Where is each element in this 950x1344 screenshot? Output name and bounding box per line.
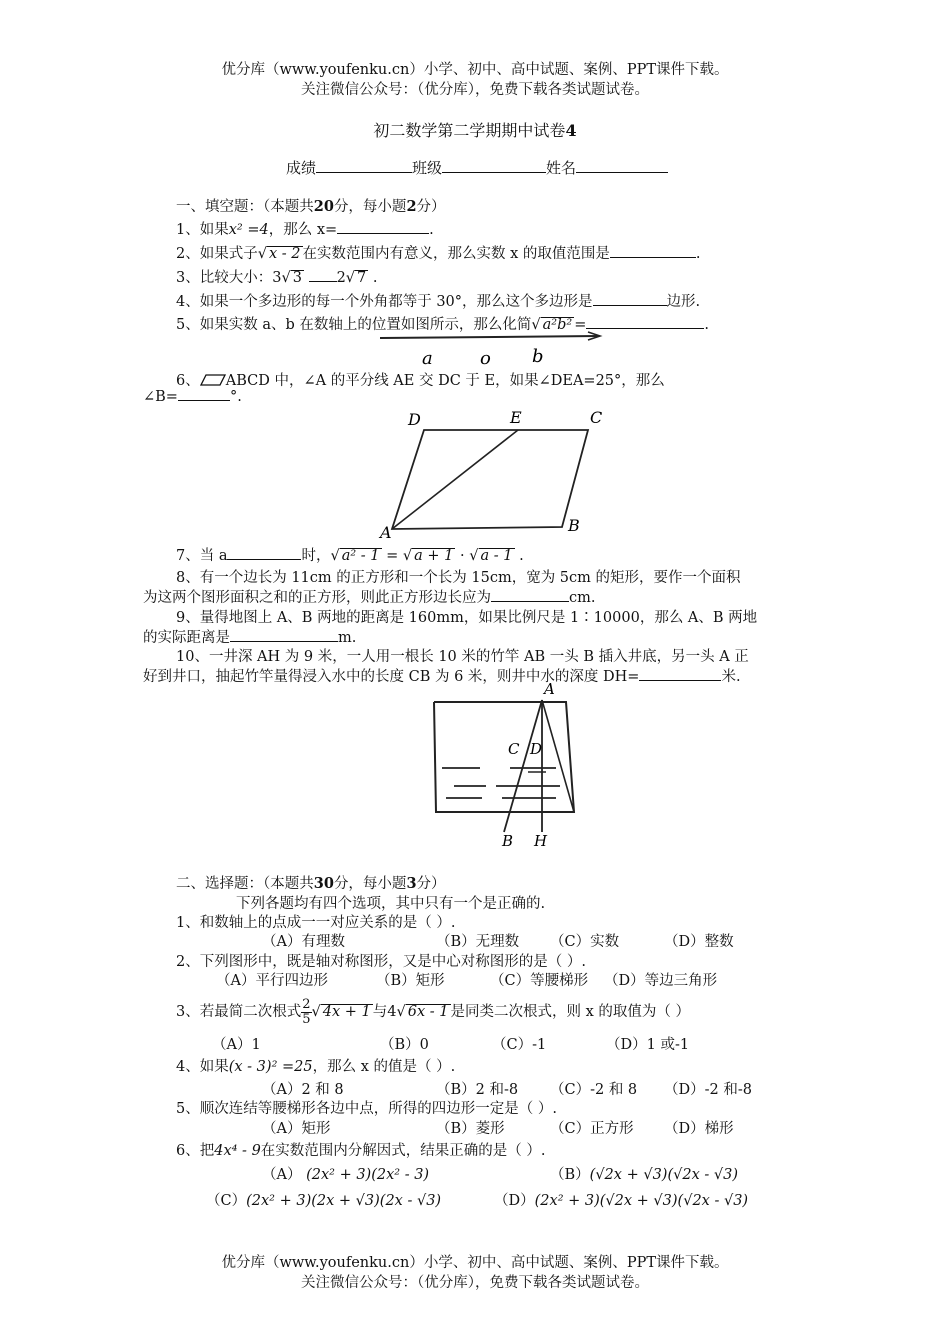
s1-q6-pre: 6、 (176, 373, 200, 389)
s1-q4-answer-blank[interactable] (593, 293, 667, 306)
s2-q4-option-b[interactable]: （B）2 和-8 (436, 1082, 519, 1098)
s2-q4-pre: 4、如果 (176, 1059, 229, 1075)
s2-q5-option-b[interactable]: （B）菱形 (436, 1121, 505, 1137)
s1-q6-answer-blank[interactable] (178, 388, 230, 401)
s2-q6-option-a-expr: (2x² + 3)(2x² - 3) (306, 1167, 430, 1183)
number-line-o: o (480, 348, 491, 369)
section1-each: 2 (406, 198, 417, 215)
s2-q6-option-a-label: （A） (262, 1167, 302, 1183)
section2-each: 3 (406, 875, 417, 892)
s2-q4-post: ，那么 x 的值是（ ）. (312, 1059, 456, 1075)
section2-heading (176, 872, 446, 893)
s1-question-3: 3、比较大小：3√ 3 2√ 7 . (176, 270, 378, 286)
s2-q5-option-c[interactable]: （C）正方形 (550, 1121, 634, 1137)
s2-q4-option-d[interactable]: （D）-2 和-8 (664, 1082, 752, 1098)
s1-q5-radicand: a²b² (542, 317, 573, 333)
s1-q1-expr: x² =4 (228, 222, 269, 238)
s1-q4-pre: 4、如果一个多边形的每一个外角都等于 30°，那么这个多边形是 (176, 294, 593, 310)
number-line-figure (376, 330, 608, 370)
s1-q8-line2-text: 为这两个图形面积之和的正方形，则此正方形边长应为 (143, 590, 491, 606)
name-field[interactable] (576, 158, 668, 173)
s1-q3-coef-b: 2 (336, 270, 346, 286)
s1-q9-unit: m. (338, 630, 357, 646)
s1-q3-answer-blank[interactable] (309, 269, 337, 282)
s1-question-10-line1: 10、一井深 AH 为 9 米，一人用一根长 10 米的竹竿 AB 一头 B 插入井底，另一头 A 正 (176, 649, 749, 665)
s2-q6-expr: 4x⁴ - 9 (214, 1143, 261, 1159)
s2-q6-post: 在实数范围内分解因式，结果正确的是（ ）. (260, 1143, 546, 1159)
s1-q6-line2-pre: ∠B= (143, 389, 178, 405)
score-label: 成绩 (286, 159, 317, 177)
label-A: A (380, 523, 392, 540)
s2-q2-option-d[interactable]: （D）等边三角形 (604, 973, 718, 989)
s1-q5-answer-blank[interactable] (586, 316, 704, 329)
s1-q1-answer-blank[interactable] (337, 221, 429, 234)
s2-q6-pre: 6、把 (176, 1143, 215, 1159)
s1-q5-pre: 5、如果实数 a、b 在数轴上的位置如图所示，那么化简 (176, 317, 532, 333)
student-info-line (286, 157, 668, 178)
section2-heading-mid: 分，每小题 (333, 876, 407, 892)
s2-q3-coef: 4 (387, 1004, 397, 1020)
s2-q6-option-a[interactable] (262, 1163, 429, 1184)
score-field[interactable] (316, 158, 412, 173)
s2-q6-option-d-label: （D） (494, 1193, 535, 1209)
s1-question-8-line2 (143, 586, 595, 607)
s1-q8-answer-blank[interactable] (491, 589, 569, 602)
s2-q6-option-b-expr: (√2x + √3)(√2x - √3) (589, 1167, 738, 1183)
s1-q2-pre: 2、如果式子 (176, 246, 258, 262)
s2-q3-numerator: 2 (302, 996, 311, 1012)
label-C: C (590, 408, 603, 427)
class-field[interactable] (442, 158, 546, 173)
s1-question-6 (176, 369, 665, 390)
s2-q3-option-a[interactable]: （A）1 (212, 1037, 261, 1053)
s2-q2-option-c[interactable]: （C）等腰梯形 (490, 973, 589, 989)
number-line-axis (380, 336, 598, 338)
section1-points: 20 (313, 198, 334, 215)
section1-heading-mid: 分，每小题 (333, 199, 407, 215)
well-label-H: H (534, 832, 548, 850)
s2-q3-option-b[interactable]: （B）0 (380, 1037, 429, 1053)
well-outline (434, 702, 574, 812)
class-label: 班级 (412, 159, 443, 177)
section2-heading-post: 分） (416, 876, 446, 892)
s1-q3-rad-a: 3 (292, 270, 302, 286)
s1-q10-line2-text: 好到井口，抽起竹竿量得浸入水中的长度 CB 为 6 米，则井中水的深度 DH= (143, 669, 640, 685)
parallelogram-symbol-icon (200, 374, 226, 386)
s2-q6-option-d[interactable] (494, 1189, 748, 1210)
s1-question-5: 5、如果实数 a、b 在数轴上的位置如图所示，那么化简√ a²b² = . (176, 317, 709, 333)
s2-q4-option-a[interactable]: （A）2 和 8 (262, 1082, 344, 1098)
s1-q7-expr2: a + 1 (414, 548, 454, 564)
s2-q4-expr: (x - 3)² =25 (228, 1059, 313, 1075)
label-B: B (568, 516, 580, 535)
title-text: 初二数学第二学期期中试卷 (373, 121, 566, 140)
well-label-C: C (508, 740, 520, 758)
s1-q1-pre: 1、如果 (176, 222, 229, 238)
s1-q9-answer-blank[interactable] (230, 629, 338, 642)
s1-q7-expr1: a² - 1 (341, 548, 380, 564)
s1-q4-post: 边形. (666, 294, 701, 310)
parallelogram-shape (392, 430, 588, 529)
s1-question-2: 2、如果式子√ x - 2 在实数范围内有意义，那么实数 x 的取值范围是 . (176, 246, 701, 262)
s1-q8-unit: cm. (569, 590, 596, 606)
s2-q3-mid: 与 (372, 1004, 388, 1020)
s1-q9-line2-text: 的实际距离是 (143, 630, 230, 646)
s1-q7-mid: 时， (301, 548, 331, 564)
label-D: D (408, 410, 421, 429)
parallelogram-figure (372, 405, 612, 540)
s1-question-4 (176, 290, 700, 311)
s1-q3-pre: 3、比较大小： (176, 270, 273, 286)
section2-points: 30 (313, 875, 334, 892)
s2-q5-option-a[interactable]: （A）矩形 (262, 1121, 331, 1137)
page-title (0, 118, 950, 141)
number-line-b: b (532, 346, 544, 367)
well-label-B: B (502, 832, 514, 850)
well-label-D: D (530, 740, 543, 758)
s1-q2-post: 在实数范围内有意义，那么实数 x 的取值范围是 (302, 246, 610, 262)
s2-q6-option-b[interactable] (550, 1163, 738, 1184)
header-line-1: 优分库（www.youfenku.cn）小学、初中、高中试题、案例、PPT课件下载。 (221, 62, 729, 78)
header-line-2: 关注微信公众号：（优分库），免费下载各类试题试卷。 (301, 82, 649, 98)
well-label-A: A (544, 682, 555, 698)
s2-q3-radicand-2: 6x - 1 (407, 1004, 449, 1020)
s2-q4-option-c[interactable]: （C）-2 和 8 (550, 1082, 638, 1098)
s1-q7-expr3: a - 1 (480, 548, 513, 564)
s2-q1-option-d[interactable]: （D）整数 (664, 934, 734, 950)
s2-question-3: 3、若最简二次根式 $\frac{2}{5}$ √ 4x + 1 与4√ 6x - 1 是同类二次根式，则 x 的取值为（ ） (176, 996, 691, 1027)
s2-q6-option-c-label: （C） (206, 1193, 247, 1209)
s2-q3-post: 是同类二次根式，则 x 的取值为（ ） (450, 1004, 691, 1020)
s2-q3-radicand-1: 4x + 1 (322, 1004, 371, 1020)
section2-intro: 下列各题均有四个选项，其中只有一个是正确的. (236, 896, 546, 912)
s1-q6-text: ABCD 中，∠A 的平分线 AE 交 DC 于 E，如果∠DEA=25°，那么 (225, 373, 665, 389)
s1-q5-post: = (574, 317, 587, 333)
s1-question-9-line1: 9、量得地图上 A、B 两地的距离是 160mm，如果比例尺是 1∶10000，那么 A、B 两地 (176, 610, 758, 626)
section1-heading (176, 195, 446, 216)
footer-line-1: 优分库（www.youfenku.cn）小学、初中、高中试题、案例、PPT课件下载。 (221, 1255, 729, 1271)
s2-question-2: 2、下列图形中，既是轴对称图形，又是中心对称图形的是（ ）. (176, 954, 586, 970)
s1-q6-unit: °. (229, 389, 242, 405)
label-E: E (510, 408, 522, 427)
section2-heading-pre: 二、选择题：（本题共 (176, 876, 314, 892)
s2-question-5: 5、顺次连结等腰梯形各边中点，所得的四边形一定是（ ）. (176, 1101, 557, 1117)
s1-q2-answer-blank[interactable] (610, 245, 696, 258)
section1-heading-pre: 一、填空题：（本题共 (176, 199, 314, 215)
s2-q1-option-a[interactable]: （A）有理数 (262, 934, 345, 950)
s2-q3-pre: 3、若最简二次根式 (176, 1004, 302, 1020)
well-figure (406, 682, 586, 852)
s2-q6-option-c-expr: (2x² + 3)(2x + √3)(2x - √3) (246, 1193, 442, 1209)
s2-q6-option-b-label: （B） (550, 1167, 590, 1183)
s2-q6-option-c[interactable] (206, 1189, 441, 1210)
s2-q3-option-d[interactable]: （D）1 或-1 (606, 1037, 690, 1053)
s2-q5-option-d[interactable]: （D）梯形 (664, 1121, 734, 1137)
s1-question-9-line2 (143, 626, 356, 647)
s1-question-1: 1、如果x² =4，那么 x= . (176, 222, 434, 238)
s2-q2-option-b[interactable]: （B）矩形 (376, 973, 445, 989)
s2-q6-option-d-expr: (2x² + 3)(√2x + √3)(√2x - √3) (534, 1193, 749, 1209)
s2-q3-fraction (301, 998, 311, 1026)
s1-question-8-line1: 8、有一个边长为 11cm 的正方形和一个长为 15cm，宽为 5cm 的矩形，要作一个面积 (176, 570, 741, 586)
s2-q3-denominator: 5 (302, 1011, 311, 1027)
s1-q2-radicand: x - 2 (268, 246, 301, 262)
s1-question-7: 7、当 a 时，√ a² - 1 = √ a + 1 · √ a - 1 . (176, 548, 524, 564)
s1-q7-answer-blank[interactable] (227, 547, 301, 560)
s2-question-1: 1、和数轴上的点成一一对应关系的是（ ）. (176, 915, 456, 931)
s1-q10-answer-blank[interactable] (639, 668, 721, 681)
s2-question-6 (176, 1139, 546, 1160)
number-line-a: a (422, 348, 433, 369)
s2-q2-option-a[interactable]: （A）平行四边形 (216, 973, 328, 989)
s1-q3-coef-a: 3 (272, 270, 282, 286)
s1-q7-eq: = (381, 548, 403, 564)
title-number: 4 (565, 121, 577, 140)
name-label: 姓名 (546, 159, 577, 177)
footer-line-2: 关注微信公众号：（优分库），免费下载各类试题试卷。 (301, 1275, 649, 1291)
s2-q1-option-b[interactable]: （B）无理数 (436, 934, 520, 950)
s1-q7-dot: · (455, 548, 470, 564)
section1-heading-post: 分） (416, 199, 446, 215)
s2-question-4 (176, 1055, 455, 1076)
bisector-AE (392, 430, 518, 529)
s1-q1-post: ，那么 x= (268, 222, 338, 238)
s2-q3-option-c[interactable]: （C）-1 (492, 1037, 547, 1053)
s1-q10-unit: 米. (721, 669, 741, 685)
s1-question-6-line2 (143, 388, 242, 405)
s1-q3-rad-b: 7 (357, 270, 367, 286)
s2-q1-option-c[interactable]: （C）实数 (550, 934, 620, 950)
s1-q7-pre: 7、当 a (176, 548, 228, 564)
